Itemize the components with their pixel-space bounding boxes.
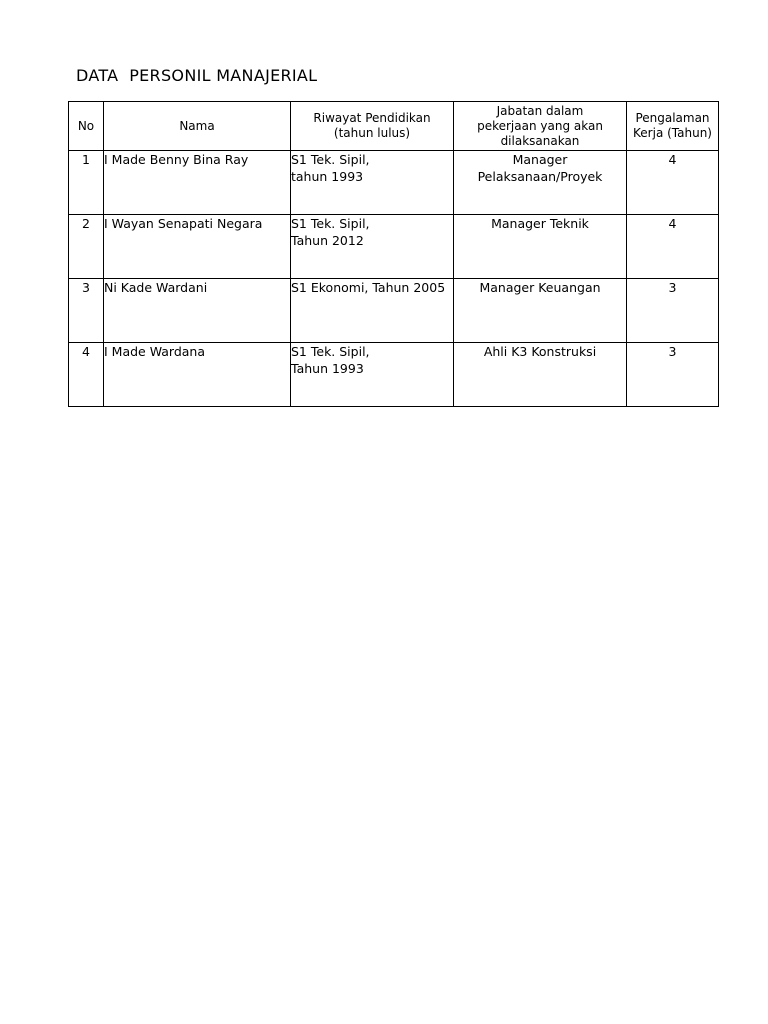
cell-jabatan-line: Ahli K3 Konstruksi: [483, 344, 597, 359]
table-row: [69, 343, 719, 407]
cell-no: 1: [69, 151, 104, 215]
page-title: DATA PERSONIL MANAJERIAL: [76, 66, 318, 85]
cell-no: 2: [69, 215, 104, 279]
header-riwayat-line: (tahun lulus): [333, 126, 411, 140]
header-pengalaman-kerja: [627, 102, 719, 151]
cell-pengalaman: 3: [627, 279, 719, 343]
cell-nama: I Made Benny Bina Ray: [104, 151, 291, 215]
cell-riwayat-pendidikan: [291, 215, 454, 279]
cell-jabatan: [454, 151, 627, 215]
cell-riwayat-pendidikan: [291, 151, 454, 215]
table-row: [69, 215, 719, 279]
cell-riwayat-line: Tahun 1993: [291, 361, 364, 376]
cell-riwayat-line: S1 Tek. Sipil,: [291, 152, 370, 167]
cell-pengalaman: 3: [627, 343, 719, 407]
cell-nama: I Made Wardana: [104, 343, 291, 407]
header-pengalaman-line: Kerja (Tahun): [633, 126, 712, 140]
table-row: [69, 151, 719, 215]
header-pengalaman-line: Pengalaman: [635, 111, 710, 125]
header-jabatan: [454, 102, 627, 151]
header-jabatan-line: Jabatan dalam: [496, 103, 584, 118]
cell-pengalaman: 4: [627, 215, 719, 279]
cell-riwayat-line: S1 Tek. Sipil,: [291, 344, 370, 359]
cell-riwayat-line: S1 Tek. Sipil,: [291, 216, 370, 231]
header-riwayat-pendidikan: [291, 102, 454, 151]
cell-jabatan-line: Pelaksanaan/Proyek: [477, 169, 603, 184]
cell-no: 4: [69, 343, 104, 407]
cell-jabatan-line: Manager: [512, 152, 568, 167]
cell-riwayat-line: S1 Ekonomi, Tahun 2005: [291, 280, 446, 295]
header-nama: Nama: [104, 102, 291, 151]
cell-no: 3: [69, 279, 104, 343]
cell-jabatan-line: Manager Keuangan: [479, 280, 601, 295]
cell-jabatan: [454, 279, 627, 343]
cell-riwayat-pendidikan: [291, 279, 454, 343]
header-jabatan-line: dilaksanakan: [500, 133, 580, 148]
cell-riwayat-line: Tahun 2012: [291, 233, 364, 248]
header-riwayat-line: Riwayat Pendidikan: [313, 111, 431, 125]
cell-nama: Ni Kade Wardani: [104, 279, 291, 343]
cell-jabatan: [454, 343, 627, 407]
table-row: [69, 279, 719, 343]
header-jabatan-line: pekerjaan yang akan: [477, 118, 603, 133]
cell-riwayat-pendidikan: [291, 343, 454, 407]
cell-riwayat-line: tahun 1993: [291, 169, 364, 184]
personnel-table: [68, 101, 719, 407]
cell-jabatan: [454, 215, 627, 279]
cell-jabatan-line: Manager Teknik: [491, 216, 589, 231]
table-header-row: [69, 102, 719, 151]
cell-pengalaman: 4: [627, 151, 719, 215]
cell-nama: I Wayan Senapati Negara: [104, 215, 291, 279]
header-no: No: [69, 102, 104, 151]
